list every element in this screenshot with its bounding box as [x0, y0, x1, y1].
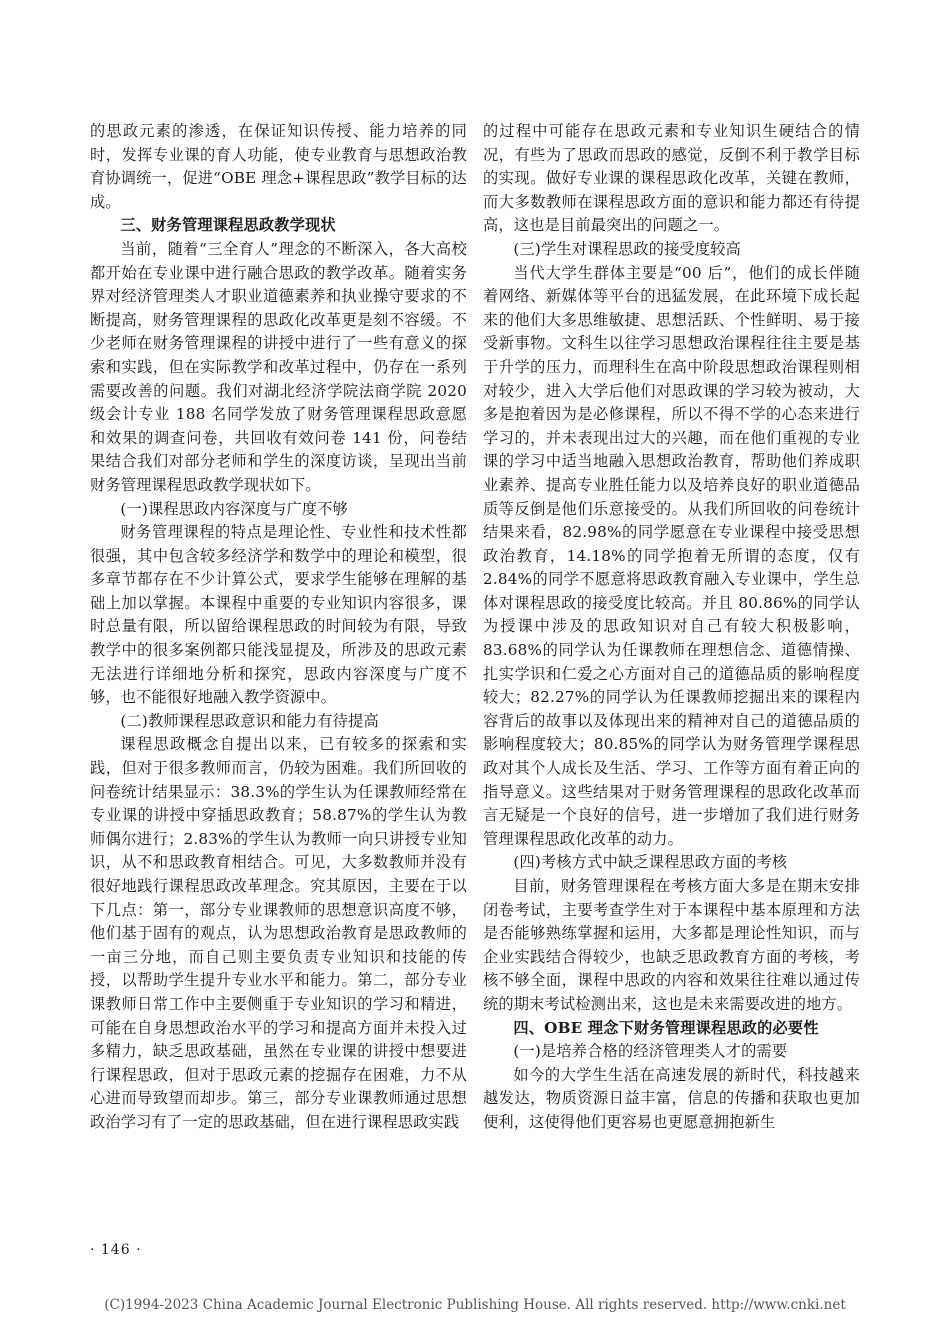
section-heading-3: 三、财务管理课程思政教学现状 — [120, 216, 336, 235]
paragraph-sub1: 财务管理课程的特点是理论性、专业性和技术性都很强，其中包含较多经济学和数学中的理论和模型，很多章节都存在不少计算公式，要求学生能够在理解的基础上加以掌握。本课程中重要的专业知识内容很多，课时总量有限，所以留给课程思政的时间较为有限，导致教学中的很多案例都只能浅显提及，所涉及的思政元素无法进行详细地分析和探究，思政内容深度与广度不够，也不能很好地融入教学资源中。 — [90, 523, 467, 707]
subheading-4-1: (一)是培养合格的经济管理类人才的需要 — [513, 1042, 788, 1061]
subheading-2: (二)教师课程思政意识和能力有待提高 — [120, 711, 379, 730]
section-heading-4: 四、OBE 理念下财务管理课程思政的必要性 — [513, 1018, 819, 1037]
left-column — [90, 120, 467, 1135]
paragraph-sub4: 目前，财务管理课程在考核方面大多是在期末安排闭卷考试，主要考查学生对于本课程中基本原理和方法是否能够熟练掌握和运用，大多都是理论性知识，而与企业实践结合得较少，也缺乏思政教育方面的考核，考核不够全面，课程中思政的内容和效果往往难以通过传统的期末考试检测出来，这也是未来需要改进的地方。 — [483, 877, 860, 1013]
subheading-4: (四)考核方式中缺乏课程思政方面的考核 — [513, 853, 788, 872]
paragraph-sub2: 课程思政概念自提出以来，已有较多的探索和实践，但对于很多教师而言，仍较为困难。我们所回收的问卷统计结果显示：38.3%的学生认为任课教师经常在专业课的讲授中穿插思政教育；58.87%的学生认为教师偶尔进行；2.83%的学生认为教师一向只讲授专业知识，从不和思政教育相结合。可见，大多数教师并没有很好地践行课程思政改革理念。究其原因，主要在于以下几点：第一，部分专业课教师的思想意识高度不够，他们基于固有的观点，认为思想政治教育是思政教师的一亩三分地，而自己则主要负责专业知识和技能的传授，以帮助学生提升专业水平和能力。第二，部分专业课教师日常工作中主要侧重于专业知识的学习和精进，可能在自身思想政治水平的学习和提高方面并未投入过多精力，缺乏思政基础，虽然在专业课的讲授中想要进行课程思政，但对于思政元素的挖掘存在困难，力不从心进而导致望而却步。第三，部分专业课教师通过思想政治学习有了一定的思政基础，但在进行课程思政实践 — [90, 735, 467, 1131]
copyright-notice: (C)1994-2023 China Academic Journal Electronic Publishing House. All rights reserved. http://www.cnki.net — [104, 1297, 846, 1313]
paragraph-intro: 的思政元素的渗透，在保证知识传授、能力培养的同时，发挥专业课的育人功能，使专业教育与思想政治教育协调统一，促进“OBE 理念+课程思政”教学目标的达成。 — [90, 122, 467, 211]
subheading-3: (三)学生对课程思政的接受度较高 — [513, 239, 742, 258]
page-number: · 146 · — [90, 1242, 142, 1258]
paragraph-status: 当前，随着“三全育人”理念的不断深入，各大高校都开始在专业课中进行融合思政的教学改革。随着实务界对经济管理类人才职业道德素养和执业操守要求的不断提高，财务管理课程的思政化改革更是刻不容缓。不少老师在财务管理课程的讲授中进行了一些有意义的探索和实践，但在实际教学和改革过程中，仍存在一系列需要改善的问题。我们对湖北经济学院法商学院 2020 级会计专业 188 名同学发放了财务管理课程思政意愿和效果的调查问卷，共回收有效问卷 141 份，问卷结果结合我们对部分老师和学生的深度访谈，呈现出当前财务管理课程思政教学现状如下。 — [90, 239, 467, 494]
paragraph-continued: 的过程中可能存在思政元素和专业知识生硬结合的情况，有些为了思政而思政的感觉，反倒不利于教学目标的实现。做好专业课的课程思政化改革，关键在教师，而大多数教师在课程思政方面的意识和能力都还有待提高，这也是目前最突出的问题之一。 — [483, 122, 860, 235]
subheading-1: (一)课程思政内容深度与广度不够 — [120, 499, 349, 518]
paragraph-sub3: 当代大学生群体主要是“00 后”，他们的成长伴随着网络、新媒体等平台的迅猛发展，在此环境下成长起来的他们大多思维敏捷、思想活跃、个性鲜明、易于接受新事物。文科生以往学习思想政治课程往往主要是基于升学的压力，而理科生在高中阶段思想政治课程则相对较少，进入大学后他们对思政课的学习较为被动，大多是抱着因为是必修课程，所以不得不学的心态来进行学习的，并未表现出过大的兴趣，而在他们重视的专业课的学习中适当地融入思想政治教育，帮助他们养成职业素养、提高专业胜任能力以及培养良好的职业道德品质等反倒是他们乐意接受的。从我们所回收的问卷统计结果来看，82.98%的同学愿意在专业课程中接受思想政治教育，14.18%的同学抱着无所谓的态度，仅有 2.84%的同学不愿意将思政教育融入专业课中，学生总体对课程思政的接受度比较高。并且 80.86%的同学认为授课中涉及的思政知识对自己有较大积极影响，83.68%的同学认为任课教师在理想信念、道德情操、扎实学识和仁爱之心方面对自己的道德品质的影响程度较大；82.27%的同学认为任课教师挖掘出来的课程内容背后的故事以及体现出来的精神对自己的道德品质的影响程度较大；80.85%的同学认为财务管理学课程思政对其个人成长及生活、学习、工作等方面有着正向的指导意义。这些结果对于财务管理课程的思政化改革而言无疑是一个良好的信号，进一步增加了我们进行财务管理课程思政化改革的动力。 — [483, 263, 860, 848]
right-column — [483, 120, 860, 1135]
paragraph-sub4-1: 如今的大学生生活在高速发展的新时代，科技越来越发达，物质资源日益丰富，信息的传播和获取也更加便利，这使得他们更容易也更愿意拥抱新生 — [483, 1065, 860, 1131]
